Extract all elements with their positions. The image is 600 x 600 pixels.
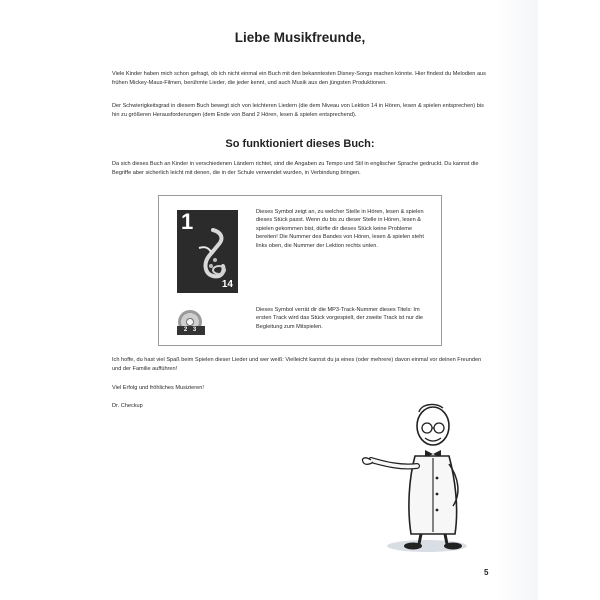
- section-heading: So funktioniert dieses Buch:: [225, 138, 375, 150]
- dr-checkup-illustration: [355, 398, 475, 558]
- symbol-explanation: Dieses Symbol zeigt an, zu welcher Stelle in Hören, lesen & spielen dieses Stück passt. Wenn du bis zu dieser Stelle in Hören, lesen & spielen gekommen bist, dürfte dir dieses Stück keine Probleme bereiten! Die Nummer des Bandes von Hören, lesen & spielen steht links oben, die Nummer der Lektion rechts unten.: [256, 209, 424, 249]
- saxophone-icon: [191, 226, 231, 284]
- lesson-number: 14: [221, 279, 233, 290]
- lesson-symbol-tile: [177, 210, 238, 293]
- page-edge-shadow: [498, 0, 538, 600]
- difficulty-paragraph: Der Schwierigkeitsgrad in diesem Buch bewegt sich von leichteren Liedern (die dem Niveau von Lektion 14 in Hören, lesen & spielen entsprechen) bis hin zu größeren Herausforderungen (dem Ende von Band 2 Hören, lesen & spielen entsprechend).: [112, 103, 484, 118]
- signature: Dr. Checkup: [112, 403, 143, 409]
- track-numbers: 2 3: [177, 326, 205, 335]
- wish-line: Viel Erfolg und fröhliches Musizieren!: [112, 385, 204, 391]
- cd-track-icon: [177, 310, 205, 336]
- page-number: 5: [484, 568, 489, 577]
- page-title: Liebe Musikfreunde,: [234, 30, 366, 45]
- legend-box: [158, 195, 442, 346]
- usage-paragraph: Da sich dieses Buch an Kinder in verschiedenen Ländern richtet, sind die Angaben zu Tempo und Stil in englischer Sprache gedruckt. Du kannst die Begriffe aber sicherlich leicht mit denen, die in der Schule verwendet wurden, in Verbindung bringen.: [112, 161, 479, 176]
- closing-paragraph: Ich hoffe, du hast viel Spaß beim Spielen dieser Lieder und wer weiß: Vielleicht kannst du ja eines (oder mehrere) davon einmal vor deinen Freunden und der Familie aufführen!: [112, 357, 482, 372]
- mp3-explanation: Dieses Symbol verrät dir die MP3-Track-Nummer dieses Titels: Im ersten Track wird das Stück vorgespielt, der zweite Track ist nur die Begleitung zum Mitspielen.: [256, 307, 423, 330]
- intro-paragraph: Viele Kinder haben mich schon gefragt, ob ich nicht einmal ein Buch mit den bekanntesten Disney-Songs machen könnte. Hier findest du Melodien aus frühen Mickey-Maus-Filmen, berühmte Lieder, die jeder kennt, und auch Musik aus den jüngsten Produktionen.: [112, 71, 486, 86]
- volume-number: 1: [181, 209, 194, 234]
